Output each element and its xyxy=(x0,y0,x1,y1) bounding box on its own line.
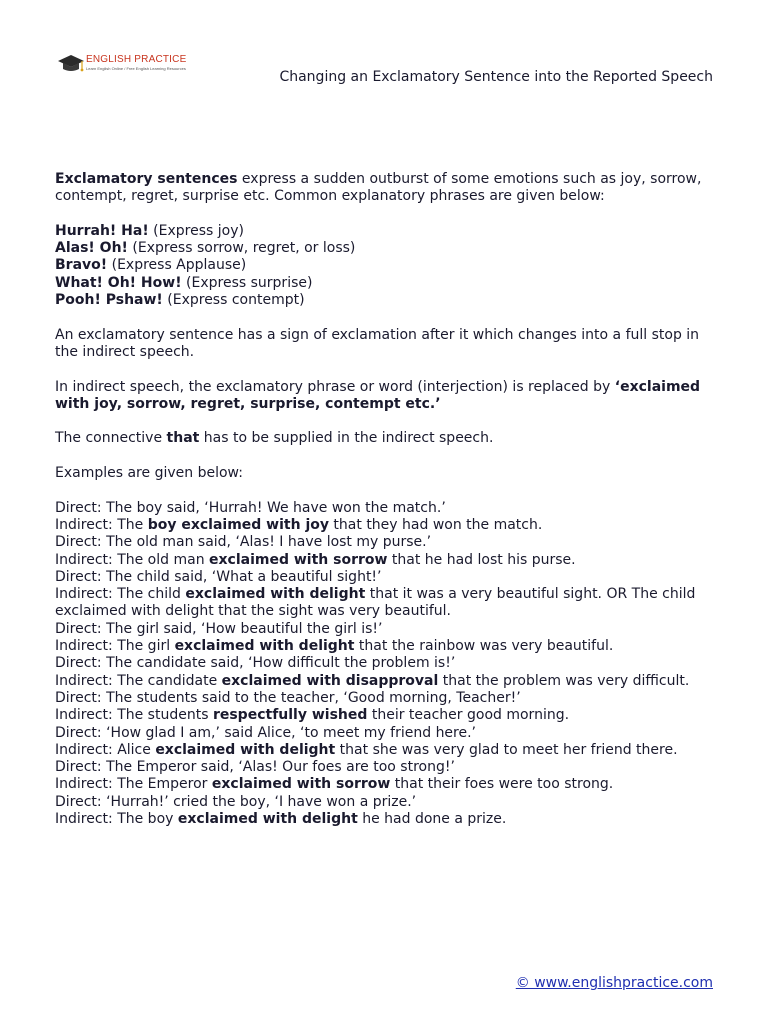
example-bold: exclaimed with delight xyxy=(185,586,366,603)
example-text: Direct: ‘Hurrah!’ cried the boy, ‘I have won a prize.’ xyxy=(55,793,417,810)
example-text: Direct: The boy said, ‘Hurrah! We have won the match.’ xyxy=(55,499,446,516)
example-item xyxy=(55,725,715,742)
paragraph-replacement xyxy=(55,379,715,414)
paragraph-replacement-bold: ‘exclaimed with joy, sorrow, regret, surprise, contempt etc.’ xyxy=(55,378,701,412)
example-text-end: he had done a prize. xyxy=(357,810,507,827)
example-text: Indirect: The girl xyxy=(55,638,175,655)
page-title: Changing an Exclamatory Sentence into the Reported Speech xyxy=(279,69,713,85)
example-text: Direct: The child said, ‘What a beautiful sight!’ xyxy=(55,568,382,585)
example-text: Direct: The Emperor said, ‘Alas! Our foes are too strong!’ xyxy=(55,759,455,776)
phrase-term: Hurrah! Ha! xyxy=(55,222,149,239)
phrase-term: What! Oh! How! xyxy=(55,274,182,291)
example-text: Direct: The students said to the teacher, ‘Good morning, Teacher!’ xyxy=(55,689,521,706)
example-item xyxy=(55,500,715,517)
footer-website-link[interactable]: © www.englishpractice.com xyxy=(515,975,713,991)
example-text-end: that their foes were too strong. xyxy=(390,776,614,793)
example-text: Direct: The old man said, ‘Alas! I have lost my purse.’ xyxy=(55,534,432,551)
example-text-end: that they had won the match. xyxy=(328,516,543,533)
logo-name: ENGLISH PRACTICE xyxy=(86,54,187,65)
phrase-term: Bravo! xyxy=(55,257,108,274)
example-text: Indirect: The old man xyxy=(55,551,210,568)
phrase-meaning: (Express sorrow, regret, or loss) xyxy=(127,240,356,257)
paragraph-connective-text-end: has to be supplied in the indirect speech. xyxy=(199,430,494,447)
example-item xyxy=(55,655,715,672)
paragraph-full-stop: An exclamatory sentence has a sign of exclamation after it which changes into a full stop in the indirect speech. xyxy=(55,326,700,360)
example-text-end: that it was a very beautiful sight. OR The child exclaimed with delight that the sight was very beautiful. xyxy=(55,586,696,620)
example-bold: exclaimed with disapproval xyxy=(221,672,439,689)
example-bold: exclaimed with sorrow xyxy=(209,551,388,568)
example-item xyxy=(55,552,715,569)
example-item xyxy=(55,569,715,586)
example-text: Indirect: The child xyxy=(55,586,186,603)
example-text-end: that she was very glad to meet her friend there. xyxy=(335,741,678,758)
phrase-item xyxy=(55,257,715,274)
example-text-end: their teacher good morning. xyxy=(367,707,570,724)
example-item xyxy=(55,707,715,724)
example-item xyxy=(55,534,715,551)
phrase-meaning: (Express joy) xyxy=(148,222,244,239)
example-text: Direct: ‘How glad I am,’ said Alice, ‘to meet my friend here.’ xyxy=(55,724,477,741)
phrase-item xyxy=(55,240,715,257)
example-item xyxy=(55,811,715,828)
example-bold: exclaimed with delight xyxy=(174,638,355,655)
example-item xyxy=(55,742,715,759)
example-text-end: that the rainbow was very beautiful. xyxy=(354,638,614,655)
example-text: Indirect: The students xyxy=(55,707,213,724)
paragraph-connective-bold: that xyxy=(166,430,200,447)
graduation-cap-icon xyxy=(56,52,86,76)
phrase-term: Alas! Oh! xyxy=(55,240,128,257)
paragraph-replacement-text: In indirect speech, the exclamatory phrase or word (interjection) is replaced by xyxy=(55,378,615,395)
phrase-item xyxy=(55,275,715,292)
example-item xyxy=(55,621,715,638)
phrase-list xyxy=(55,223,715,309)
example-item xyxy=(55,794,715,811)
phrase-item xyxy=(55,292,715,309)
intro-text: express a sudden outburst of some emotions such as joy, sorrow, contempt, regret, surprise etc. Common explanatory phrases are given below: xyxy=(55,171,702,205)
example-text-end: that the problem was very difficult. xyxy=(438,672,690,689)
example-bold: exclaimed with sorrow xyxy=(211,776,391,793)
example-text: Indirect: Alice xyxy=(55,741,156,758)
example-text: Direct: The girl said, ‘How beautiful the girl is!’ xyxy=(55,620,383,637)
site-logo xyxy=(56,50,186,80)
example-bold: exclaimed with delight xyxy=(155,741,336,758)
example-item xyxy=(55,638,715,655)
example-bold: exclaimed with delight xyxy=(177,810,358,827)
paragraph-connective xyxy=(55,430,715,447)
example-list xyxy=(55,500,715,829)
document-body xyxy=(55,171,715,828)
example-bold: respectfully wished xyxy=(212,707,368,724)
example-text: Indirect: The Emperor xyxy=(55,776,212,793)
example-text: Indirect: The xyxy=(55,516,148,533)
example-item xyxy=(55,586,715,621)
example-item xyxy=(55,673,715,690)
example-bold: boy exclaimed with joy xyxy=(147,516,329,533)
example-item xyxy=(55,759,715,776)
paragraph-connective-text: The connective xyxy=(55,430,167,447)
logo-tagline: Learn English Online / Free English Learning Resources xyxy=(86,66,186,71)
example-text: Direct: The candidate said, ‘How difficult the problem is!’ xyxy=(55,655,456,672)
example-item xyxy=(55,776,715,793)
example-text: Indirect: The candidate xyxy=(55,672,222,689)
phrase-item xyxy=(55,223,715,240)
example-text: Indirect: The boy xyxy=(55,810,178,827)
phrase-meaning: (Express surprise) xyxy=(181,274,313,291)
example-item xyxy=(55,690,715,707)
intro-paragraph xyxy=(55,171,715,206)
intro-term: Exclamatory sentences xyxy=(55,171,238,187)
example-item xyxy=(55,517,715,534)
examples-intro: Examples are given below: xyxy=(55,465,243,482)
phrase-meaning: (Express contempt) xyxy=(162,292,305,309)
phrase-term: Pooh! Pshaw! xyxy=(55,292,163,309)
example-text-end: that he had lost his purse. xyxy=(387,551,576,568)
phrase-meaning: (Express Applause) xyxy=(107,257,247,274)
